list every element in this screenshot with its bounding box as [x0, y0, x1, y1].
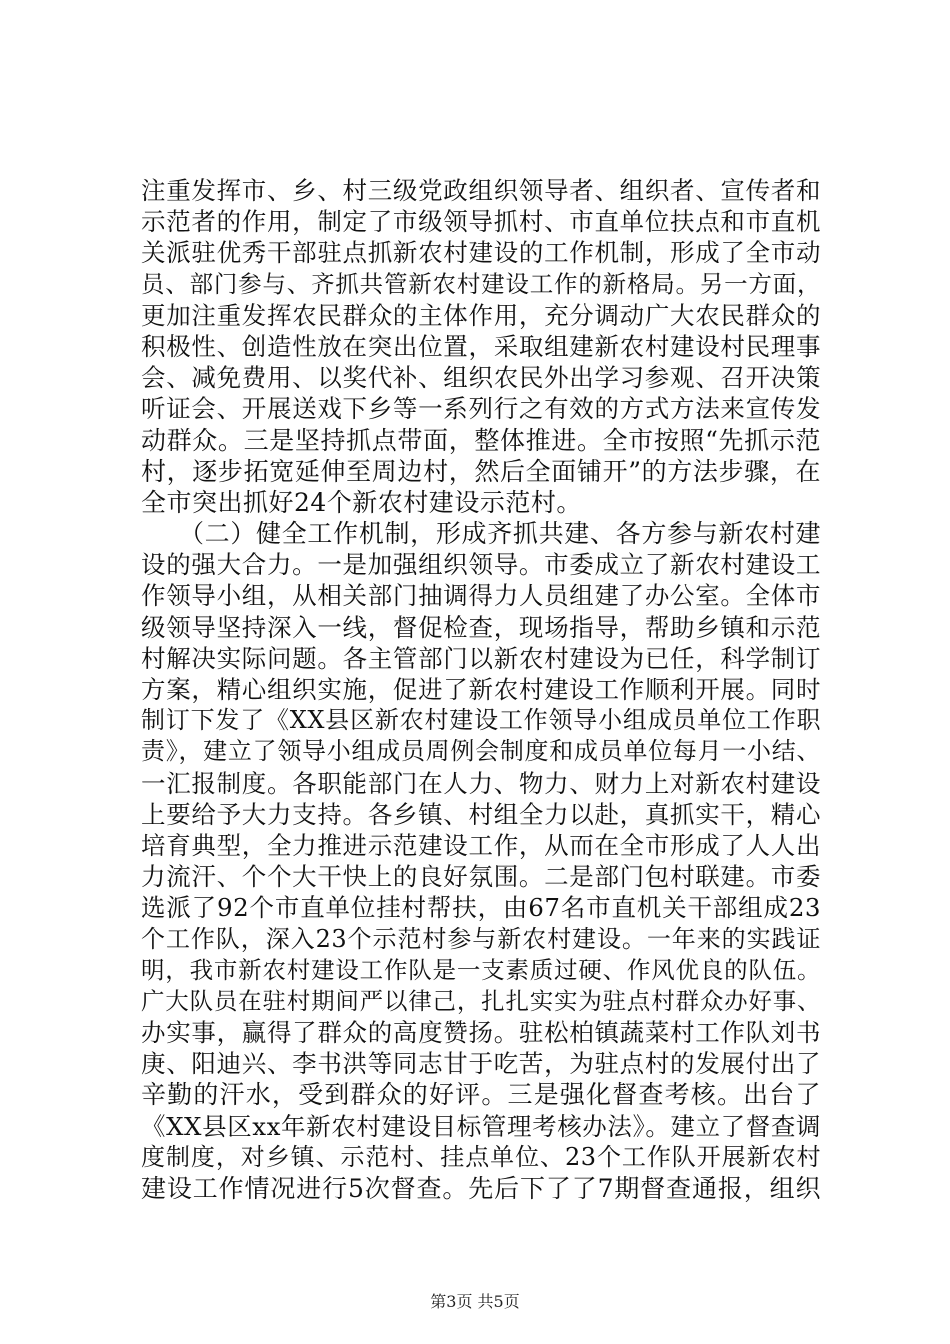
text-line: 村解决实际问题。各主管部门以新农村建设为已任，科学制订 [141, 643, 821, 673]
text-line: 示范者的作用，制定了市级领导抓村、市直单位扶点和市直机 [141, 207, 821, 237]
text-line: 更加注重发挥农民群众的主体作用，充分调动广大农民群众的 [141, 300, 821, 330]
text-line: 力流汗、个个大干快上的良好氛围。二是部门包村联建。市委 [141, 862, 821, 892]
text-line: 全市突出抓好24个新农村建设示范村。 [141, 487, 582, 517]
text-line: 一汇报制度。各职能部门在人力、物力、财力上对新农村建设 [141, 768, 821, 798]
text-line: 级领导坚持深入一线，督促检查，现场指导，帮助乡镇和示范 [141, 612, 821, 642]
text-line: 辛勤的汗水，受到群众的好评。三是强化督查考核。出台了 [141, 1080, 821, 1110]
paragraph-heading-line: （二）健全工作机制，形成齐抓共建、各方参与新农村建 [179, 519, 821, 549]
text-line: 庚、阳迪兴、李书洪等同志甘于吃苦，为驻点村的发展付出了 [141, 1049, 821, 1079]
text-line: 会、减免费用、以奖代补、组织农民外出学习参观、召开决策 [141, 363, 821, 393]
text-line: 上要给予大力支持。各乡镇、村组全力以赴，真抓实干，精心 [141, 799, 821, 829]
text-line: 方案，精心组织实施，促进了新农村建设工作顺利开展。同时 [141, 675, 821, 704]
text-line: 度制度，对乡镇、示范村、挂点单位、23个工作队开展新农村 [141, 1142, 821, 1171]
text-line: 培育典型，全力推进示范建设工作，从而在全市形成了人人出 [141, 830, 821, 860]
text-line: 明，我市新农村建设工作队是一支素质过硬、作风优良的队伍。 [141, 955, 821, 984]
text-line: 关派驻优秀干部驻点抓新农村建设的工作机制，形成了全市动 [141, 238, 821, 268]
text-line: 《XX县区xx年新农村建设目标管理考核办法》。建立了督查调 [141, 1111, 821, 1141]
text-line: 听证会、开展送戏下乡等一系列行之有效的方式方法来宣传发 [141, 394, 821, 424]
text-line: 动群众。三是坚持抓点带面，整体推进。全市按照“先抓示范 [141, 425, 821, 455]
text-line: 选派了92个市直单位挂村帮扶，由67名市直机关干部组成23 [141, 893, 821, 923]
text-line: 个工作队，深入23个示范村参与新农村建设。一年来的实践证 [141, 924, 821, 953]
text-line: 设的强大合力。一是加强组织领导。市委成立了新农村建设工 [141, 550, 821, 580]
text-line: 建设工作情况进行5次督查。先后下了了7期督查通报，组织 [141, 1174, 821, 1203]
text-line: 员、部门参与、齐抓共管新农村建设工作的新格局。另一方面， [141, 269, 821, 298]
page-footer: 第3页 共5页 [430, 1292, 520, 1311]
text-line: 注重发挥市、乡、村三级党政组织领导者、组织者、宣传者和 [141, 176, 821, 205]
document-body [141, 175, 821, 1204]
text-line: 作领导小组，从相关部门抽调得力人员组建了办公室。全体市 [141, 581, 821, 611]
text-line: 责》，建立了领导小组成员周例会制度和成员单位每月一小结、 [141, 737, 821, 766]
text-line: 积极性、创造性放在突出位置，采取组建新农村建设村民理事 [141, 331, 821, 361]
text-line: 广大队员在驻村期间严以律己，扎扎实实为驻点村群众办好事、 [141, 986, 821, 1015]
text-line: 办实事，赢得了群众的高度赞扬。驻松柏镇蔬菜村工作队刘书 [141, 1018, 821, 1048]
text-line: 制订下发了《XX县区新农村建设工作领导小组成员单位工作职 [141, 706, 821, 735]
text-line: 村，逐步拓宽延伸至周边村，然后全面铺开”的方法步骤，在 [141, 456, 821, 486]
